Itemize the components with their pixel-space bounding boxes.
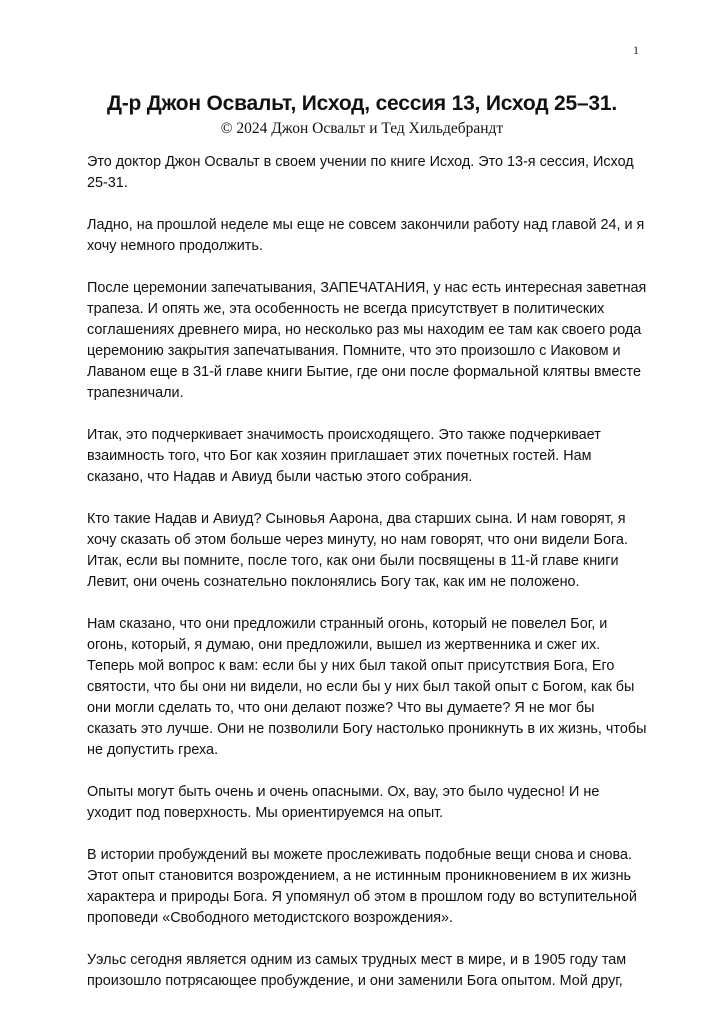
- paragraph: После церемонии запечатывания, ЗАПЕЧАТАНИЯ, у нас есть интересная заветная трапеза. И опять же, эта особенность не всегда присутствует в политических соглашениях древнего мира, но несколько раз мы находим ее там как своего рода церемонию закрытия запечатывания. Помните, что это произошло с Иаковом и Лаваном еще в 31-й главе книги Бытие, где они после формальной клятвы вместе трапезничали.: [87, 280, 647, 401]
- paragraph: Нам сказано, что они предложили странный огонь, который не повелел Бог, и огонь, который, я думаю, они предложили, вышел из жертвенника и сжег их. Теперь мой вопрос к вам: если бы у них был такой опыт присутствия Бога, Его святости, что бы они ни видели, но если бы у них был такой опыт с Богом, как бы они могли сделать то, что они делают позже? Что вы думаете? Я не мог бы сказать это лучше. Они не позволили Богу настолько проникнуть в их жизнь, чтобы не допустить греха.: [87, 616, 647, 758]
- page-number: 1: [633, 43, 639, 57]
- paragraph: В истории пробуждений вы можете прослеживать подобные вещи снова и снова. Этот опыт становится возрождением, а не истинным проникновением в их жизнь характера и природы Бога. Я упомянул об этом в прошлом году во вступительной проповеди «Свободного методистского возрождения».: [87, 847, 637, 926]
- paragraph: Это доктор Джон Освальт в своем учении по книге Исход. Это 13-я сессия, Исход 25-31.: [87, 154, 634, 191]
- paragraph: Итак, это подчеркивает значимость происходящего. Это также подчеркивает взаимность того, что Бог как хозяин приглашает этих почетных гостей. Нам сказано, что Надав и Авиуд были частью этого собрания.: [87, 427, 601, 485]
- paragraph: Уэльс сегодня является одним из самых трудных мест в мире, и в 1905 году там произошло потрясающее пробуждение, и они заменили Бога опытом. Мой друг,: [87, 952, 627, 989]
- document-body: [87, 152, 647, 1013]
- paragraph: Ладно, на прошлой неделе мы еще не совсем закончили работу над главой 24, и я хочу немного продолжить.: [87, 217, 645, 254]
- paragraph: Кто такие Надав и Авиуд? Сыновья Аарона, два старших сына. И нам говорят, я хочу сказать об этом больше через минуту, но нам говорят, что они видели Бога. Итак, если вы помните, после того, как они были посвящены в 11-й главе книги Левит, они очень сознательно поклонялись Богу так, как им не положено.: [87, 511, 628, 590]
- document-title: Д-р Джон Освальт, Исход, сессия 13, Исход 25–31.: [106, 92, 618, 115]
- paragraph: Опыты могут быть очень и очень опасными. Ох, вау, это было чудесно! И не уходит под поверхность. Мы ориентируемся на опыт.: [87, 784, 600, 821]
- copyright-line: © 2024 Джон Освальт и Тед Хильдебрандт: [220, 120, 504, 137]
